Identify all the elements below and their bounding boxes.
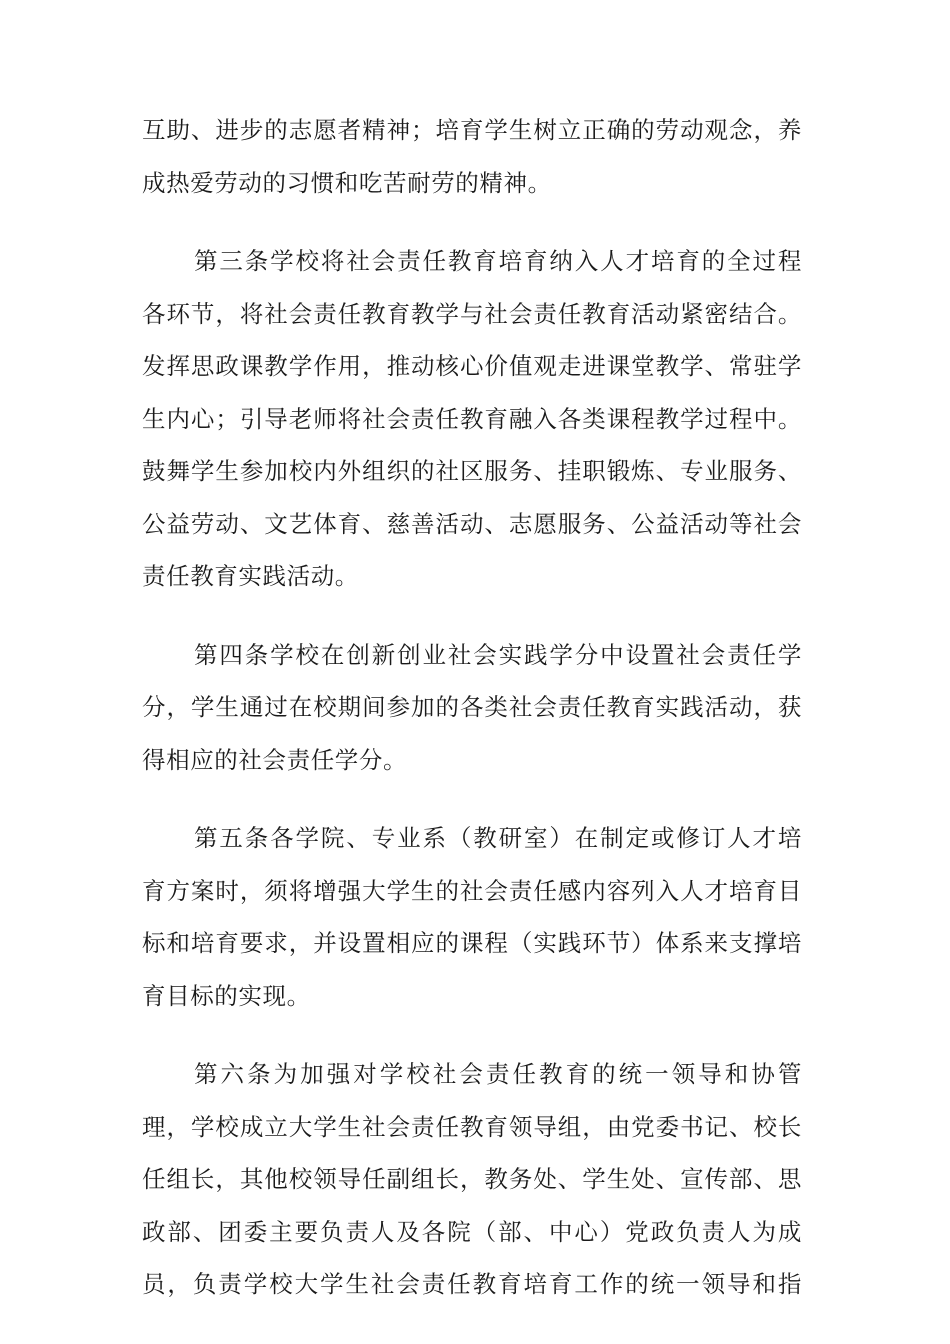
text-line: 第三条学校将社会责任教育培育纳入人才培育的全过程 <box>194 247 802 275</box>
text-line: 分，学生通过在校期间参加的各类社会责任教育实践活动，获 <box>142 693 802 721</box>
text-line: 政部、团委主要负责人及各院（部、中心）党政负责人为成 <box>142 1217 802 1246</box>
paragraph-article-4 <box>142 629 802 787</box>
text-line: 员，负责学校大学生社会责任教育培育工作的统一领导和指 <box>142 1270 802 1298</box>
paragraph-continuation <box>142 104 802 209</box>
paragraph-article-6 <box>142 1048 802 1311</box>
text-line: 各环节，将社会责任教育教学与社会责任教育活动紧密结合。 <box>142 299 802 328</box>
text-line: 第五条各学院、专业系（教研室）在制定或修订人才培 <box>194 824 802 852</box>
text-line: 责任教育实践活动。 <box>142 562 359 590</box>
paragraph-article-3 <box>142 235 802 603</box>
text-line: 理，学校成立大学生社会责任教育领导组，由党委书记、校长 <box>142 1112 802 1141</box>
text-line: 第四条学校在创新创业社会实践学分中设置社会责任学 <box>194 640 802 669</box>
text-line: 育方案时，须将增强大学生的社会责任感内容列入人才培育目 <box>142 876 802 905</box>
text-line: 公益劳动、文艺体育、慈善活动、志愿服务、公益活动等社会 <box>142 509 802 538</box>
text-line: 第六条为加强对学校社会责任教育的统一领导和协管 <box>194 1060 802 1088</box>
document-body <box>142 104 802 1311</box>
text-line: 标和培育要求，并设置相应的课程（实践环节）体系来支撑培 <box>142 929 802 957</box>
text-line: 鼓舞学生参加校内外组织的社区服务、挂职锻炼、专业服务、 <box>142 457 802 485</box>
text-line: 发挥思政课教学作用，推动核心价值观走进课堂教学、常驻学 <box>142 352 802 380</box>
text-line: 得相应的社会责任学分。 <box>142 745 408 774</box>
text-line: 任组长，其他校领导任副组长，教务处、学生处、宣传部、思 <box>142 1165 802 1193</box>
text-line: 成热爱劳动的习惯和吃苦耐劳的精神。 <box>142 168 552 197</box>
text-line: 育目标的实现。 <box>142 981 311 1010</box>
paragraph-article-5 <box>142 812 802 1022</box>
text-line: 生内心；引导老师将社会责任教育融入各类课程教学过程中。 <box>142 404 802 433</box>
text-line: 互助、进步的志愿者精神；培育学生树立正确的劳动观念，养 <box>142 116 802 144</box>
